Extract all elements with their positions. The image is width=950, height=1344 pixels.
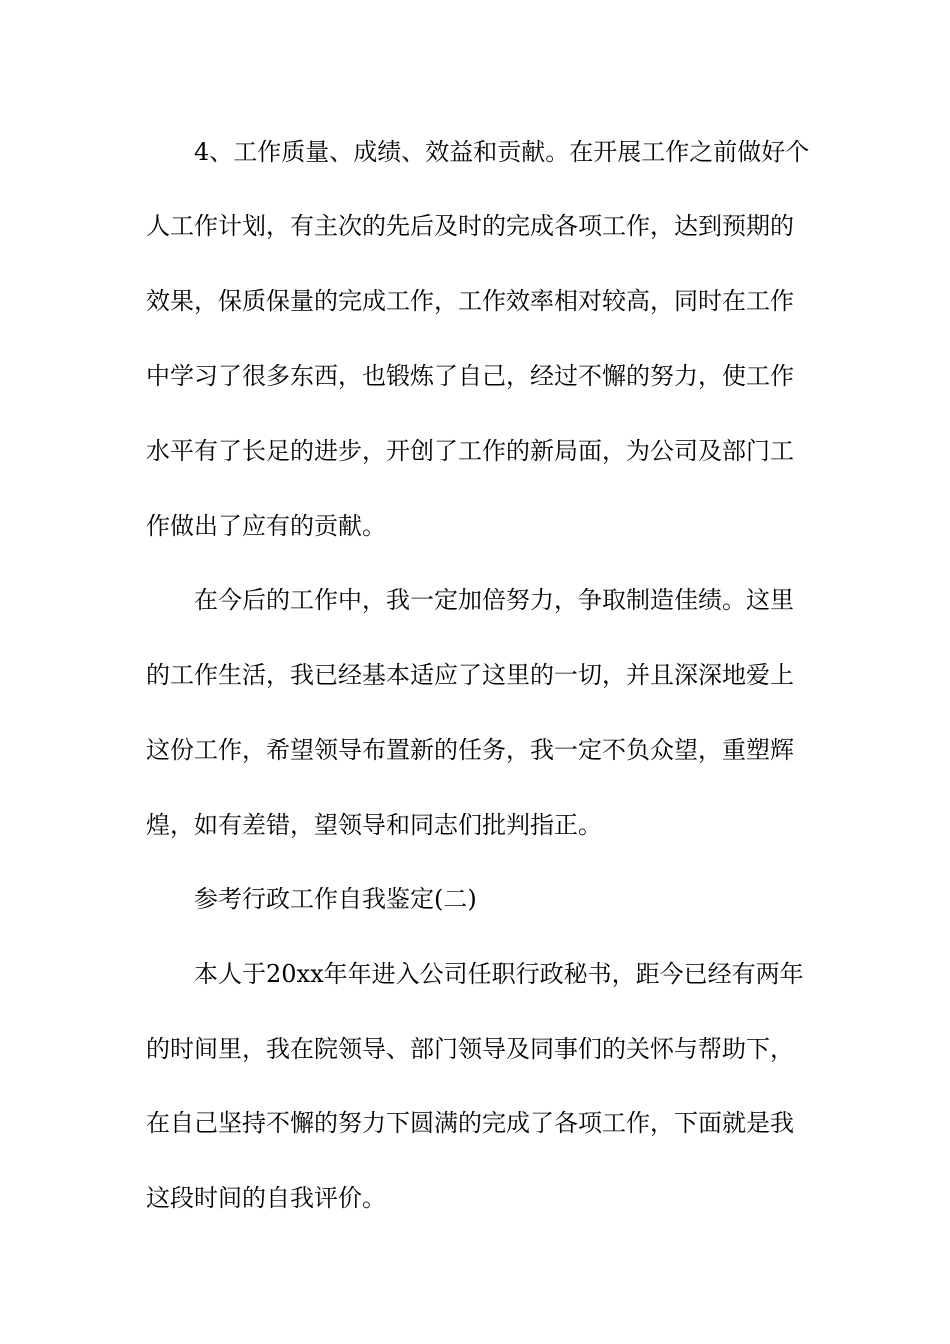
- paragraph-3-line-4: 这段时间的自我评价。: [146, 1184, 386, 1212]
- paragraph-2-line-2: 的工作生活，我已经基本适应了这里的一切，并且深深地爱上: [146, 661, 794, 689]
- paragraph-1-line-5: 水平有了长足的进步，开创了工作的新局面，为公司及部门工: [146, 437, 794, 465]
- paragraph-1-line-3: 效果，保质保量的完成工作，工作效率相对较高，同时在工作: [146, 287, 794, 315]
- paragraph-3-line-2: 的时间里，我在院领导、部门领导及同事们的关怀与帮助下，: [146, 1035, 794, 1063]
- paragraph-2-line-3: 这份工作，希望领导布置新的任务，我一定不负众望，重塑辉: [146, 736, 794, 764]
- section-heading: 参考行政工作自我鉴定(二): [194, 885, 477, 913]
- paragraph-1-line-4: 中学习了很多东西，也锻炼了自己，经过不懈的努力，使工作: [146, 362, 794, 390]
- paragraph-1-line-6: 作做出了应有的贡献。: [146, 512, 386, 540]
- paragraph-2-line-4: 煌，如有差错，望领导和同志们批判指正。: [146, 811, 602, 839]
- paragraph-2-line-1: 在今后的工作中，我一定加倍努力，争取制造佳绩。这里: [194, 586, 794, 614]
- paragraph-1-line-2: 人工作计划，有主次的先后及时的完成各项工作，达到预期的: [146, 212, 794, 240]
- paragraph-3-line-1: 本人于20xx年年进入公司任职行政秘书，距今已经有两年: [194, 960, 804, 988]
- paragraph-1-line-1: 4、工作质量、成绩、效益和贡献。在开展工作之前做好个: [194, 138, 810, 166]
- paragraph-3-line-3: 在自己坚持不懈的努力下圆满的完成了各项工作，下面就是我: [146, 1109, 794, 1137]
